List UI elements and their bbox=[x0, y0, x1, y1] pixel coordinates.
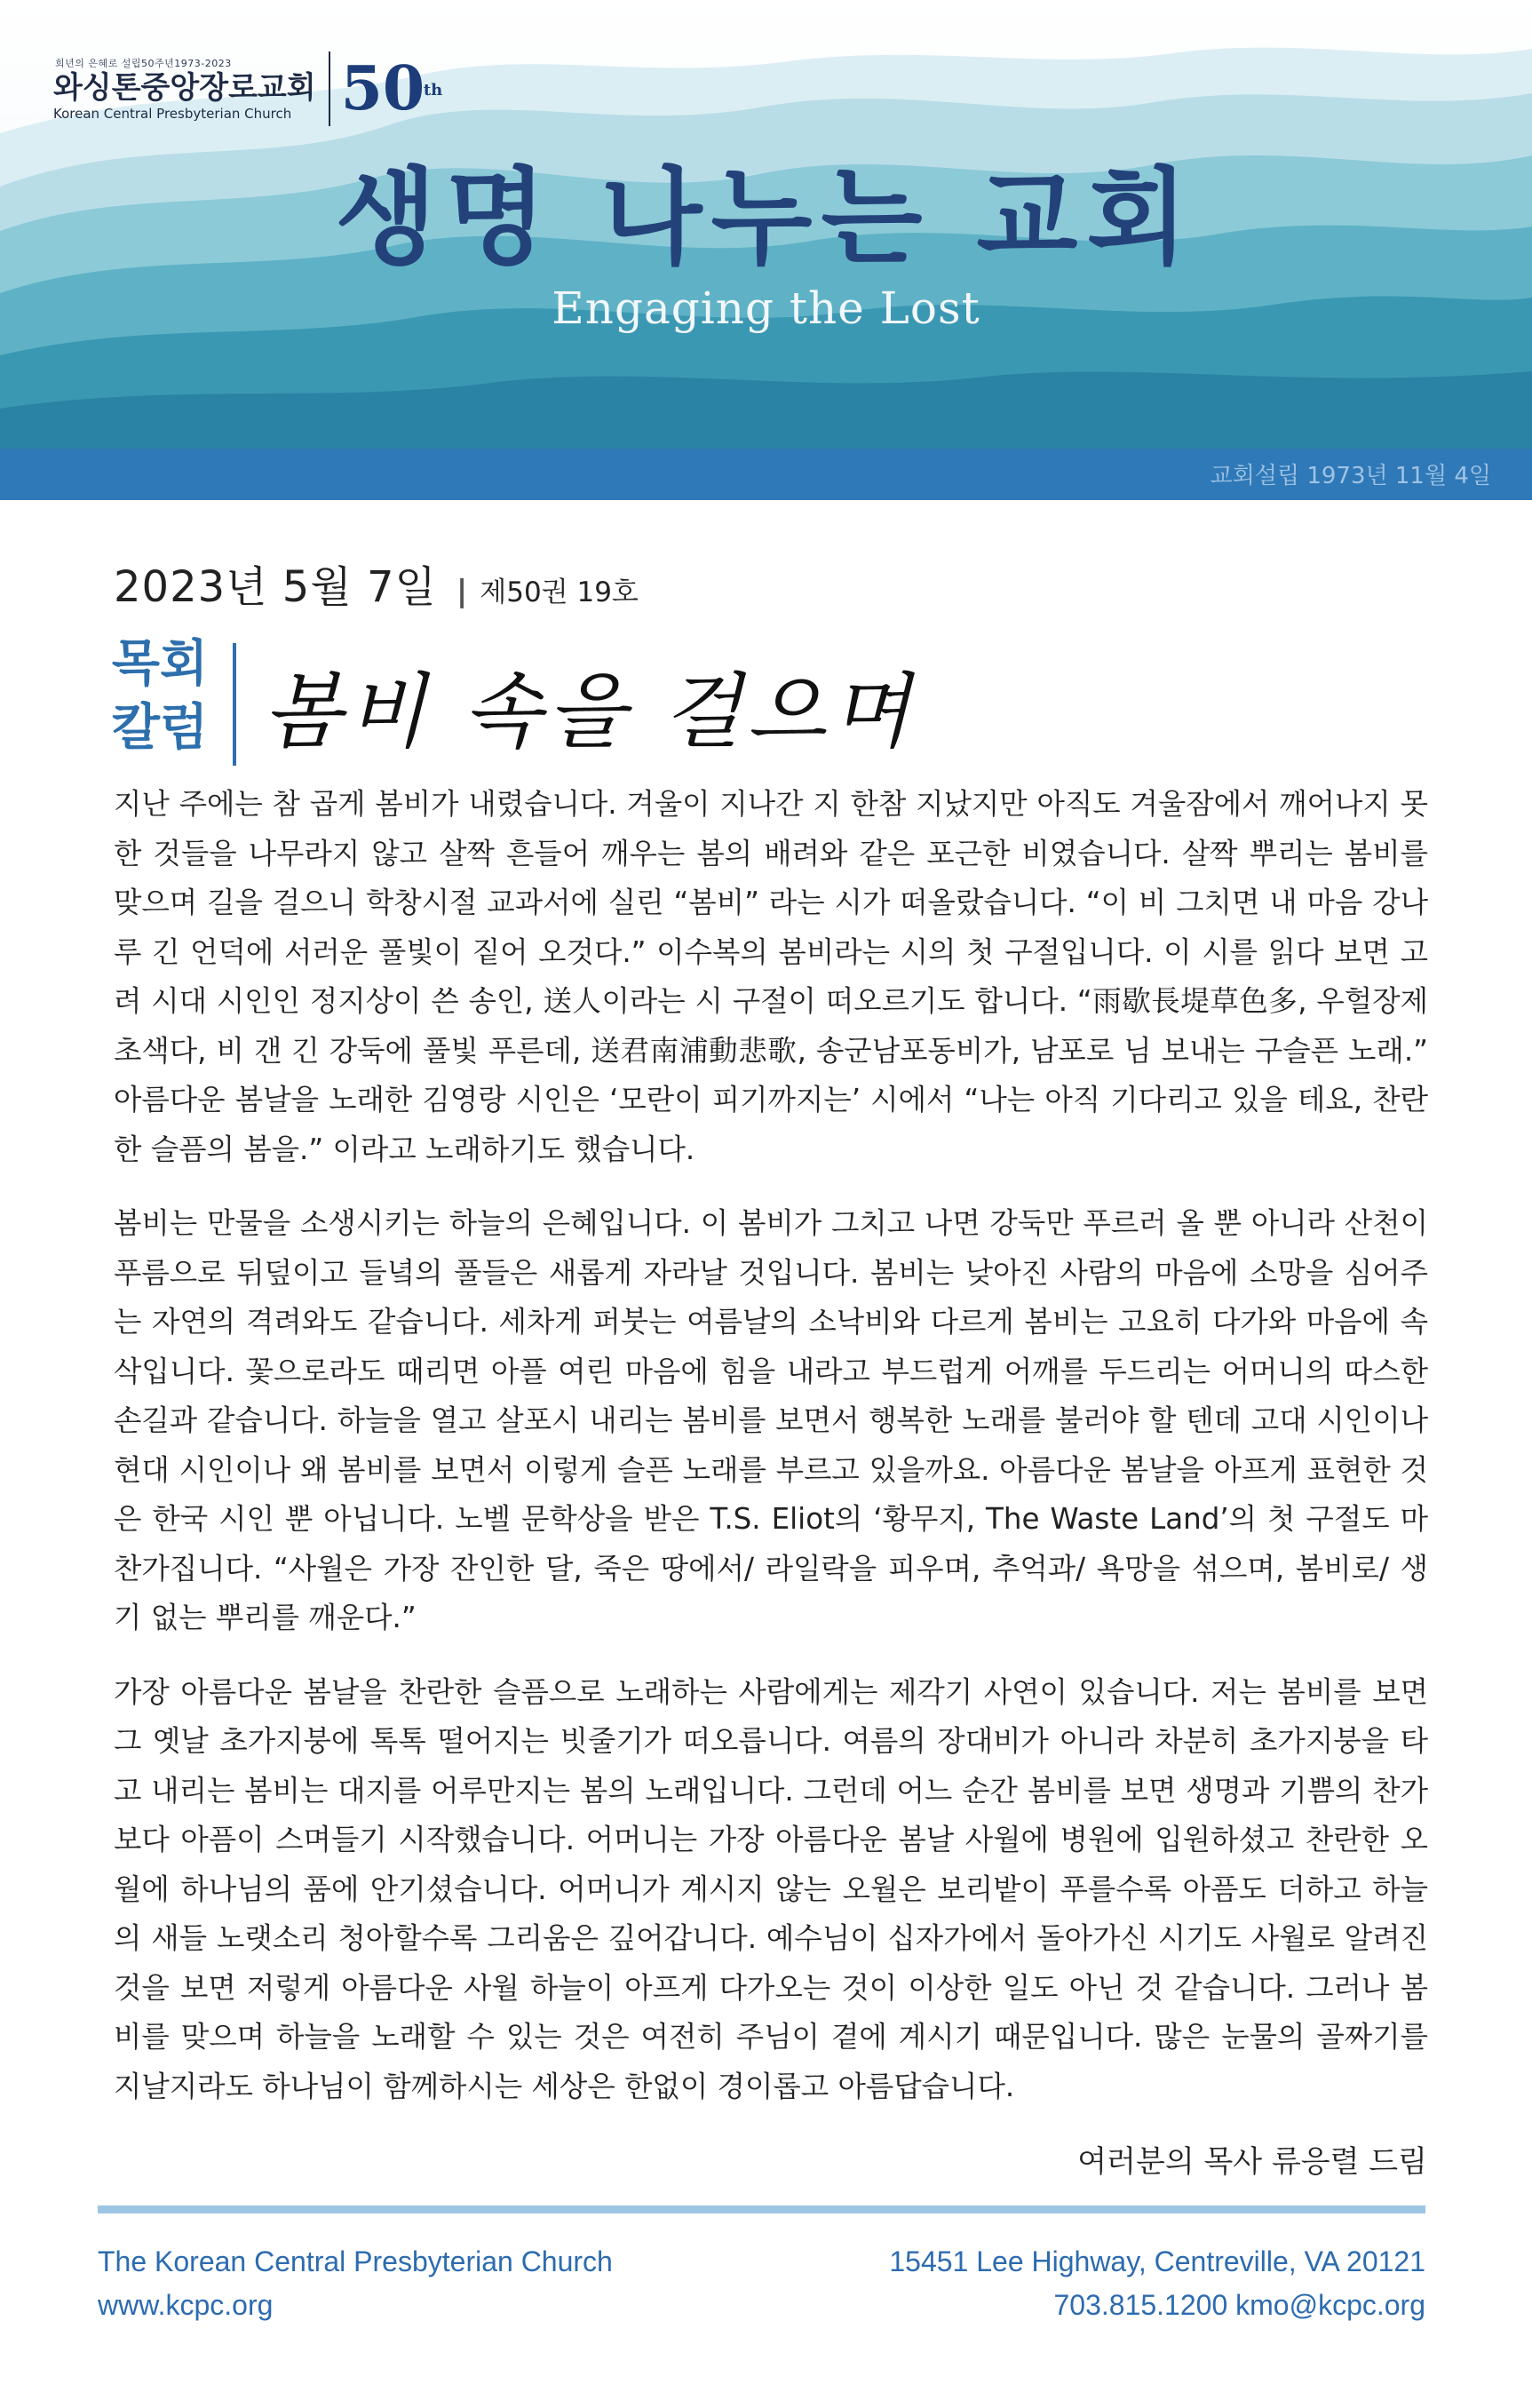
footer-address: 15451 Lee Highway, Centreville, VA 20121 bbox=[889, 2245, 1425, 2277]
church-logo bbox=[53, 44, 443, 133]
logo-divider bbox=[329, 52, 330, 126]
anniversary-number: 50 bbox=[340, 53, 425, 124]
column-divider bbox=[233, 643, 236, 766]
issue-volume: 제50권 19호 bbox=[480, 576, 639, 608]
column-label bbox=[98, 632, 222, 760]
footer-contact[interactable]: 703.815.1200 kmo@kcpc.org bbox=[1053, 2289, 1425, 2321]
issue-date: 2023년 5월 7일 bbox=[114, 562, 437, 612]
issue-separator: | bbox=[456, 574, 468, 609]
pastor-signature: 여러분의 목사 류응렬 드림 bbox=[1077, 2144, 1427, 2180]
article-paragraph: 봄비는 만물을 소생시키는 하늘의 은혜입니다. 이 봄비가 그치고 나면 강둑만 푸르러 올 뿐 아니라 산천이 푸름으로 뒤덮이고 들녘의 풀들은 새롭게 자라날 것입니다. 봄비는 낮아진 사람의 마음에 소망을 심어주는 자연의 격려와도 같습니다. 세차게 퍼붓는 여름날의 소낙비와 다르게 봄비는 고요히 다가와 마음에 속삭입니다. 꽃으로라도 때리면 아플 여린 마음에 힘을 내라고 부드럽게 어깨를 두드리는 어머니의 따스한 손길과 같습니다. 하늘을 열고 살포시 내리는 봄비를 보면서 행복한 노래를 불러야 할 텐데 고대 시인이나 현대 시인이나 왜 봄비를 보면서 이렇게 슬픈 노래를 부르고 있을까요. 아름다운 봄날을 아프게 표현한 것은 한국 시인 뿐 아닙니다. 노벨 문학상을 받은 T.S. Eliot의 ‘황무지, The Waste Land’의 첫 구절도 마찬가집니다. “사월은 가장 잔인한 달, 죽은 땅에서/ 라일락을 피우며, 추억과/ 욕망을 섞으며, 봄비로/ 생기 없는 뿌리를 깨운다.” bbox=[114, 1206, 1428, 1634]
column-title: 봄비 속을 걸으며 bbox=[263, 664, 916, 759]
issue-line bbox=[114, 552, 639, 614]
footer-website-link[interactable]: www.kcpc.org bbox=[98, 2289, 274, 2321]
established-date: 교회설립 1973년 11월 4일 bbox=[1210, 463, 1491, 489]
anniversary-suffix: th bbox=[423, 81, 443, 99]
banner-title: 생명 나누는 교회 bbox=[335, 155, 1197, 279]
article-paragraph: 가장 아름다운 봄날을 찬란한 슬픔으로 노래하는 사람에게는 제각기 사연이 있습니다. 저는 봄비를 보면 그 옛날 초가지붕에 톡톡 떨어지는 빗줄기가 떠오릅니다. 여름의 장대비가 아니라 차분히 초가지붕을 타고 내리는 봄비는 대지를 어루만지는 봄의 노래입니다. 그런데 어느 순간 봄비를 보면 생명과 기쁨의 찬가보다 아픔이 스며들기 시작했습니다. 어머니는 가장 아름다운 봄날 사월에 병원에 입원하셨고 찬란한 오월에 하나님의 품에 안기셨습니다. 어머니가 계시지 않는 오월은 보리밭이 푸를수록 아픔도 더하고 하늘의 새들 노랫소리 청아할수록 그리움은 깊어갑니다. 예수님이 십자가에서 돌아가신 시기도 사월로 알려진 것을 보면 저렇게 아름다운 사월 하늘이 아프게 다가오는 것이 이상한 일도 아닌 것 같습니다. 그러나 봄비를 맞으며 하늘을 노래할 수 있는 것은 여전히 주님이 곁에 계시기 때문입니다. 많은 눈물의 골짜기를 지날지라도 하나님이 함께하시는 세상은 한없이 경이롭고 아름답습니다. bbox=[114, 1674, 1428, 2103]
article-body bbox=[114, 780, 1428, 2136]
logo-tagline: 희년의 은혜로 설립50주년1973-2023 bbox=[55, 58, 232, 69]
established-bar bbox=[0, 449, 1532, 500]
logo-church-name-english: Korean Central Presbyterian Church bbox=[53, 106, 292, 122]
column-label-line1: 목회 bbox=[111, 635, 209, 693]
header-banner bbox=[0, 0, 1532, 450]
column-label-line2: 칼럼 bbox=[111, 699, 209, 757]
footer-divider bbox=[98, 2205, 1425, 2213]
banner-subtitle: Engaging the Lost bbox=[552, 282, 980, 334]
footer-church-name: The Korean Central Presbyterian Church bbox=[98, 2245, 613, 2277]
article-paragraph: 지난 주에는 참 곱게 봄비가 내렸습니다. 겨울이 지나간 지 한참 지났지만 아직도 겨울잠에서 깨어나지 못한 것들을 나무라지 않고 살짝 흔들어 깨우는 봄의 배려와 같은 포근한 비였습니다. 살짝 뿌리는 봄비를 맞으며 길을 걸으니 학창시절 교과서에 실린 “봄비” 라는 시가 떠올랐습니다. “이 비 그치면 내 마음 강나루 긴 언덕에 서러운 풀빛이 짙어 오것다.” 이수복의 봄비라는 시의 첫 구절입니다. 이 시를 읽다 보면 고려 시대 시인인 정지상이 쓴 송인, 送人이라는 시 구절이 떠오르기도 합니다. “雨歇長堤草色多, 우헐장제초색다, 비 갠 긴 강둑에 풀빛 푸른데, 送君南浦動悲歌, 송군남포동비가, 남포로 님 보내는 구슬픈 노래.” 아름다운 봄날을 노래한 김영랑 시인은 ‘모란이 피기까지는’ 시에서 “나는 아직 기다리고 있을 테요, 찬란한 슬픔의 봄을.” 이라고 노래하기도 했습니다. bbox=[114, 787, 1428, 1166]
logo-church-name: 와싱톤중앙장로교회 bbox=[53, 70, 316, 106]
anniversary-50th-emblem bbox=[340, 53, 443, 124]
